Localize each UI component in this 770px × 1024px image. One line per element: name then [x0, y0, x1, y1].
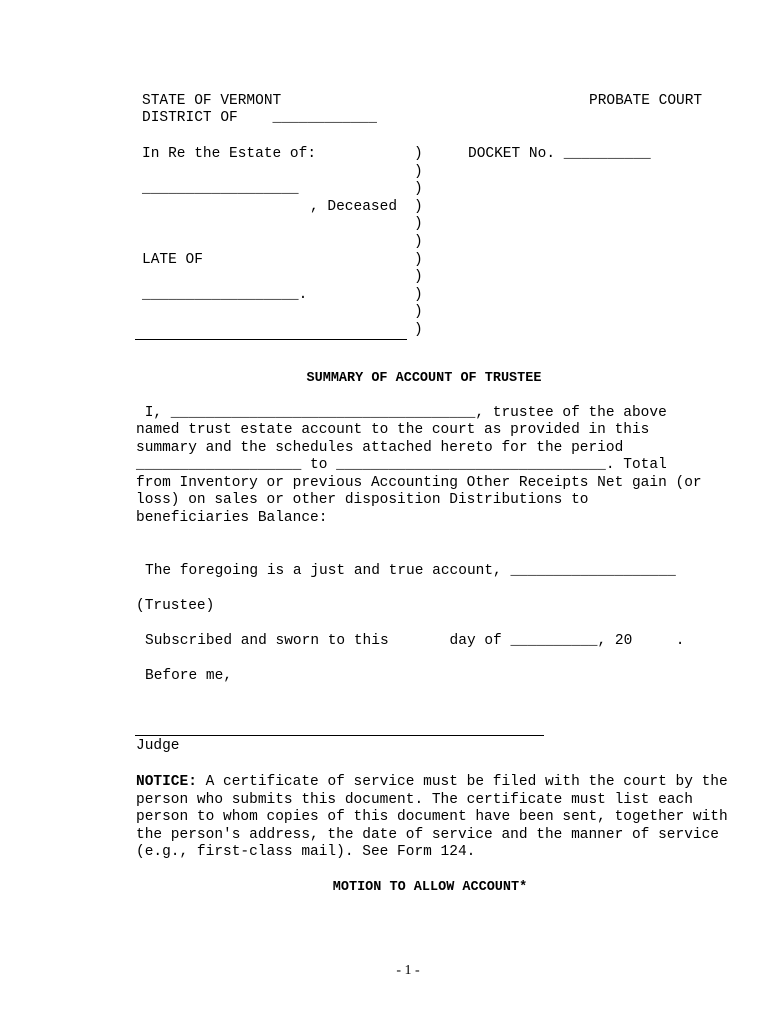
document-title: SUMMARY OF ACCOUNT OF TRUSTEE [306, 371, 542, 386]
notice-label: NOTICE: [136, 774, 197, 790]
body-line: named trust estate account to the court as provided in this [136, 422, 650, 438]
caption-paren: ) [414, 322, 423, 338]
body-line: summary and the schedules attached hereto for the period [136, 440, 624, 456]
decedent-name-blank: __________________ [142, 181, 299, 197]
caption-paren: ) [414, 199, 423, 215]
judge-signature-line [135, 735, 544, 736]
caption-paren: ) [414, 304, 423, 320]
notice-paragraph [136, 774, 736, 862]
caption-paren: ) [414, 181, 423, 197]
before-me-label: Before me, [145, 668, 233, 684]
in-re-label: In Re the Estate of: [142, 146, 317, 162]
late-of-label: LATE OF [142, 252, 203, 268]
caption-paren: ) [414, 216, 423, 232]
body-line: I, ___________________________________, trustee of the above [136, 405, 667, 421]
page-number: - 1 - [396, 963, 420, 978]
notice-text: A certificate of service must be filed with the court by the person who submits this document. The certificate must list each person to whom copies of this document have been sent, together with the person's address, the date of service and the manner of service (e.g., first-class mail). See Form 124. [136, 774, 728, 860]
body-line: from Inventory or previous Accounting Other Receipts Net gain (or [136, 475, 702, 491]
court-label: PROBATE COURT [589, 93, 703, 109]
deceased-label: , Deceased [310, 199, 398, 215]
foregoing-statement: The foregoing is a just and true account, ___________________ [145, 563, 676, 579]
caption-underline [135, 339, 407, 340]
caption-paren: ) [414, 146, 423, 162]
judge-label: Judge [136, 738, 180, 754]
caption-paren: ) [414, 164, 423, 180]
state-label: STATE OF VERMONT [142, 93, 282, 109]
caption-paren: ) [414, 287, 423, 303]
docket-field: DOCKET No. __________ [468, 146, 651, 162]
subscribed-statement: Subscribed and sworn to this day of __________, 20 . [145, 633, 685, 649]
caption-paren: ) [414, 269, 423, 285]
body-line: ___________________ to _______________________________. Total [136, 457, 667, 473]
body-line: loss) on sales or other disposition Distributions to [136, 492, 589, 508]
late-of-blank: __________________. [142, 287, 308, 303]
caption-paren: ) [414, 252, 423, 268]
body-line: beneficiaries Balance: [136, 510, 328, 526]
district-field: DISTRICT OF ____________ [142, 110, 377, 126]
caption-paren: ) [414, 234, 423, 250]
trustee-label: (Trustee) [136, 598, 215, 614]
motion-title: MOTION TO ALLOW ACCOUNT* [332, 880, 528, 895]
